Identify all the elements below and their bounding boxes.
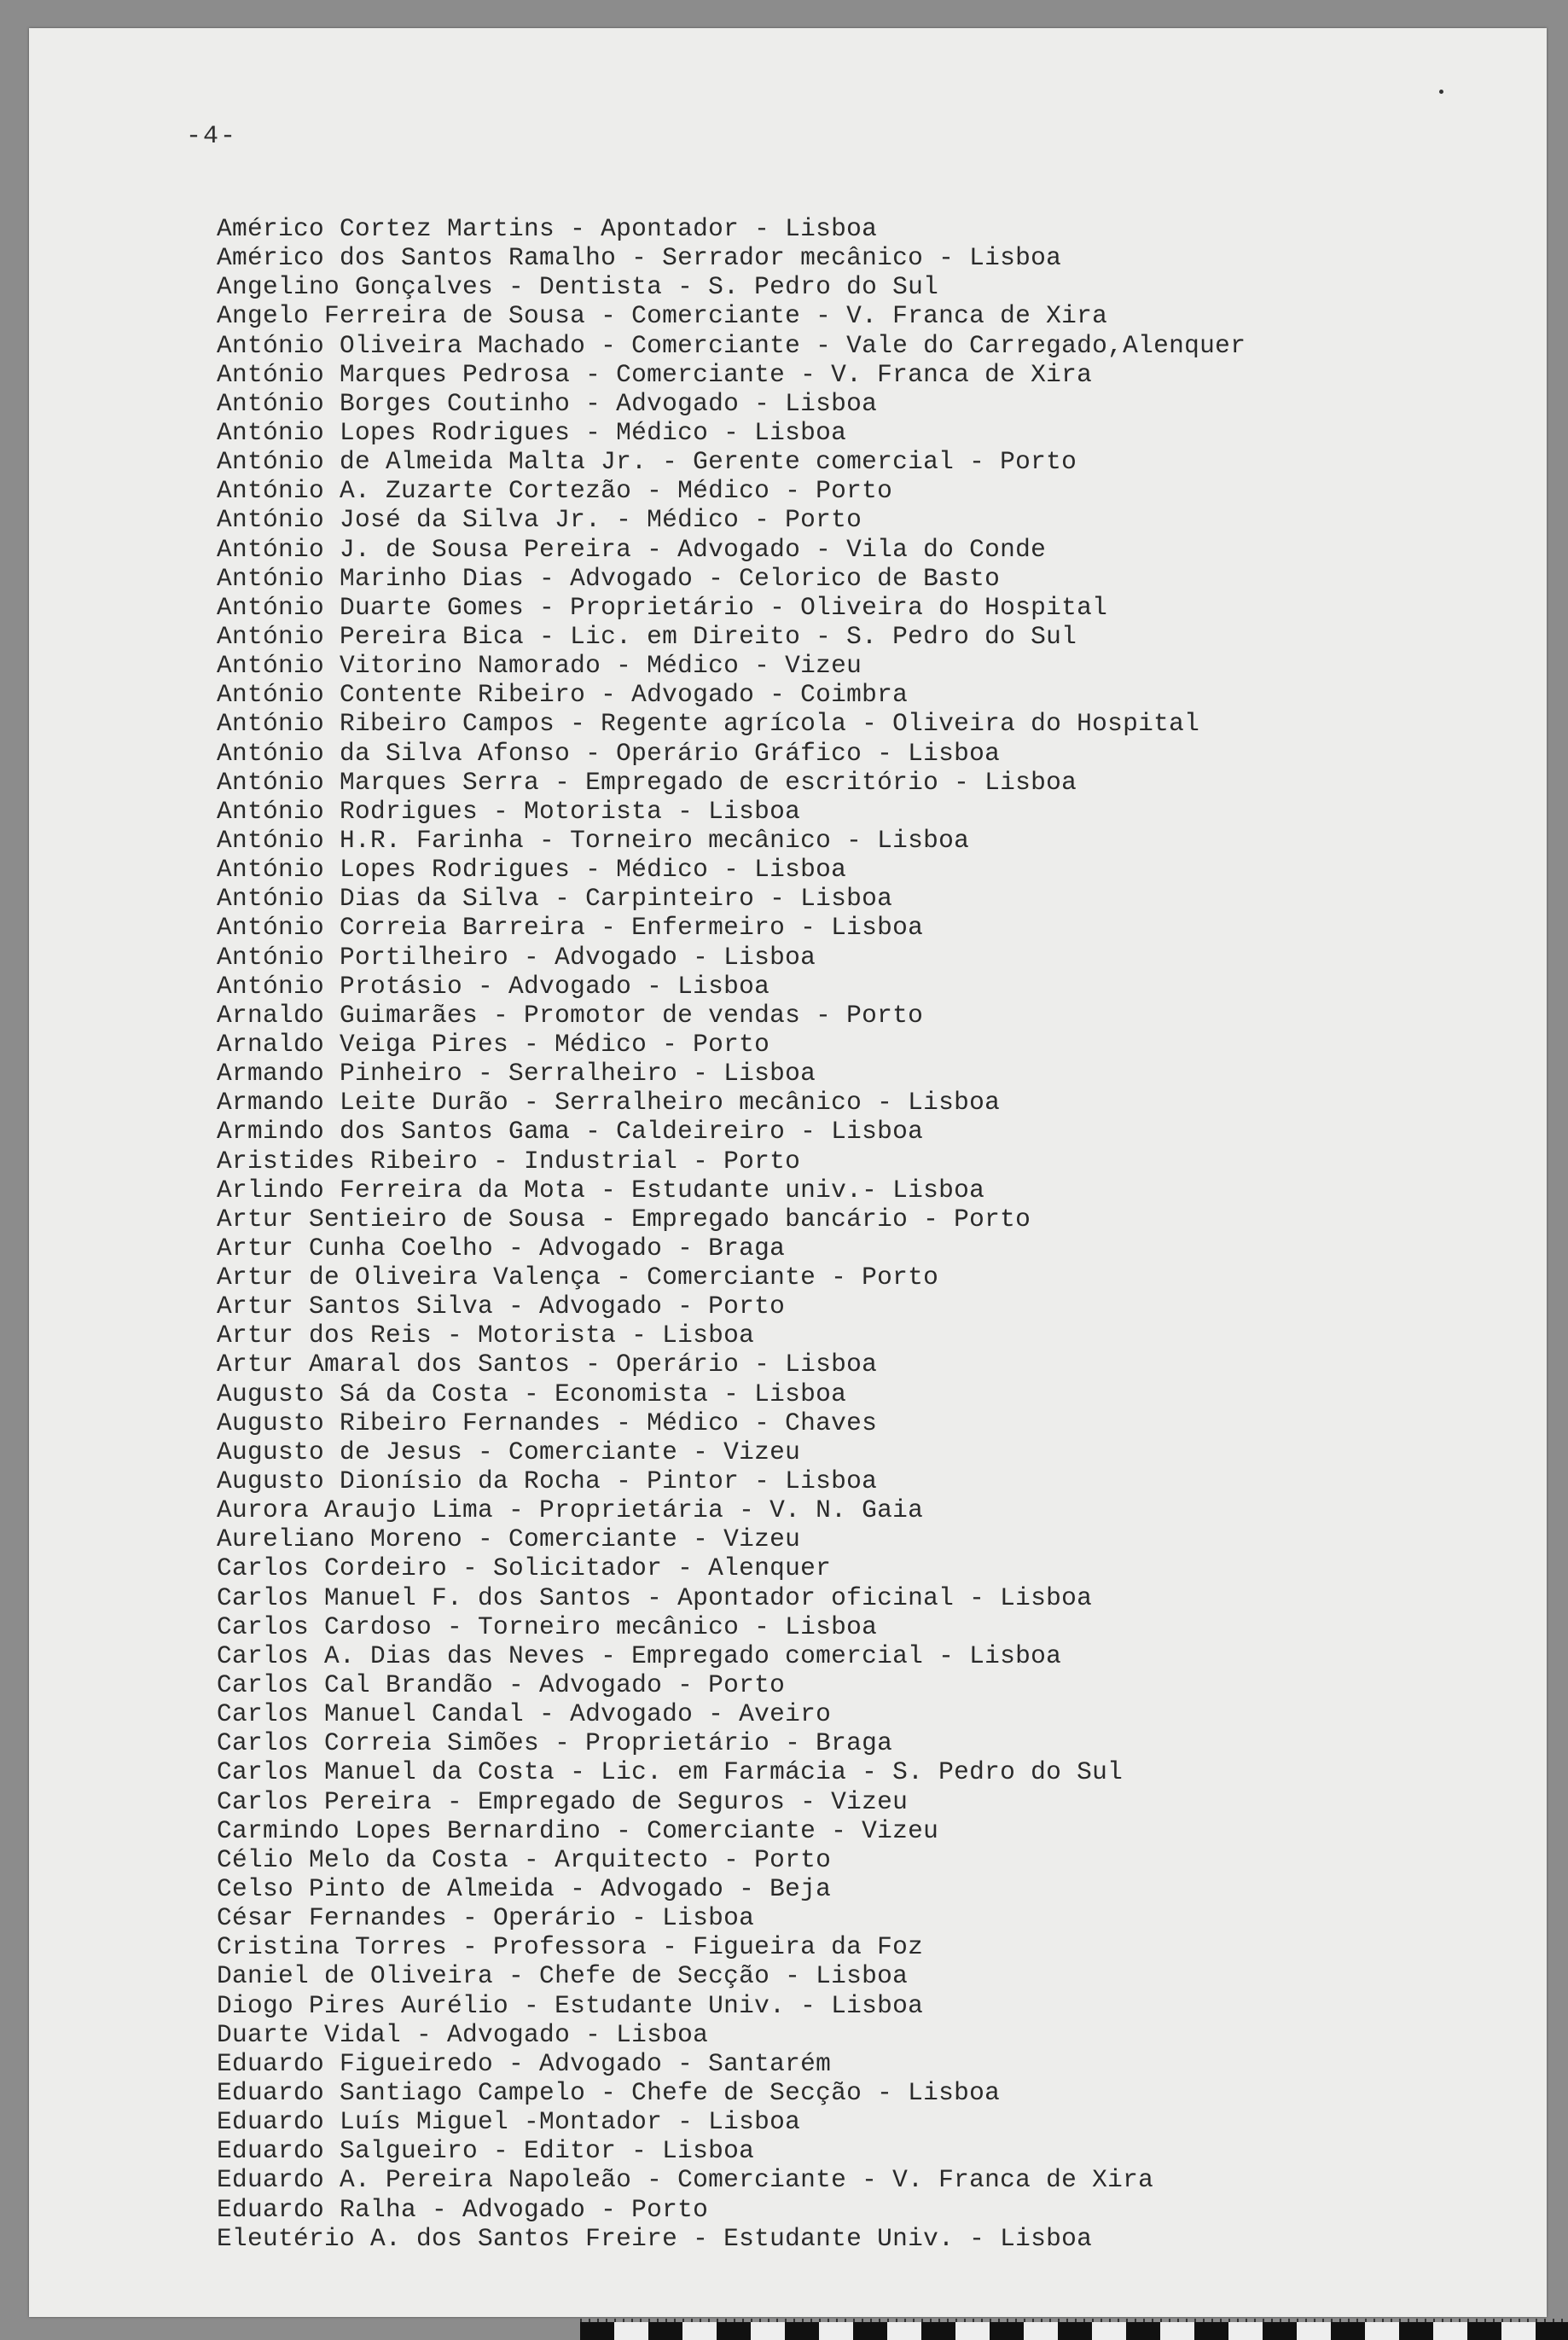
list-item: António Borges Coutinho - Advogado - Lisboa <box>217 388 878 418</box>
list-item: Carlos Pereira - Empregado de Seguros - Vizeu <box>217 1786 909 1816</box>
list-item: António Oliveira Machado - Comerciante - Vale do Carregado,Alenquer <box>217 330 1246 360</box>
list-item: Augusto Dionísio da Rocha - Pintor - Lisboa <box>217 1466 878 1496</box>
list-item: António Lopes Rodrigues - Médico - Lisboa <box>217 417 847 447</box>
list-item: António J. de Sousa Pereira - Advogado - Vila do Conde <box>217 534 1047 564</box>
list-item: Carlos Cordeiro - Solicitador - Alenquer <box>217 1553 832 1583</box>
list-item: Angelo Ferreira de Sousa - Comerciante - V. Franca de Xira <box>217 301 1108 331</box>
list-item: Carlos A. Dias das Neves - Empregado comercial - Lisboa <box>217 1640 1062 1670</box>
list-item: António Dias da Silva - Carpinteiro - Lisboa <box>217 884 893 914</box>
list-item: Armando Pinheiro - Serralheiro - Lisboa <box>217 1059 816 1089</box>
list-item: Arlindo Ferreira da Mota - Estudante univ.- Lisboa <box>217 1175 985 1205</box>
list-item: Celso Pinto de Almeida - Advogado - Beja <box>217 1874 832 1904</box>
list-item: António Marinho Dias - Advogado - Celorico de Basto <box>217 563 1001 593</box>
list-item: António A. Zuzarte Cortezão - Médico - Porto <box>217 476 893 506</box>
list-item: António Vitorino Namorado - Médico - Vizeu <box>217 651 862 681</box>
list-item: Artur dos Reis - Motorista - Lisboa <box>217 1321 755 1350</box>
list-item: Arnaldo Guimarães - Promotor de vendas - Porto <box>217 1000 924 1030</box>
list-item: António Lopes Rodrigues - Médico - Lisboa <box>217 855 847 885</box>
list-item: Artur Santos Silva - Advogado - Porto <box>217 1292 786 1321</box>
list-item: Diogo Pires Aurélio - Estudante Univ. - Lisboa <box>217 1990 924 2020</box>
list-item: António H.R. Farinha - Torneiro mecânico - Lisboa <box>217 825 970 855</box>
list-item: Artur Amaral dos Santos - Operário - Lisboa <box>217 1350 878 1379</box>
list-item: Américo Cortez Martins - Apontador - Lisboa <box>217 214 878 243</box>
entry-list <box>217 214 1496 2253</box>
list-item: Daniel de Oliveira - Chefe de Secção - Lisboa <box>217 1961 909 1991</box>
list-item: Célio Melo da Costa - Arquitecto - Porto <box>217 1844 832 1874</box>
list-item: António Protásio - Advogado - Lisboa <box>217 971 770 1001</box>
list-item: António José da Silva Jr. - Médico - Porto <box>217 505 862 535</box>
list-item: Augusto de Jesus - Comerciante - Vizeu <box>217 1437 801 1466</box>
paper-mark <box>1439 90 1443 94</box>
list-item: Aurora Araujo Lima - Proprietária - V. N. Gaia <box>217 1495 924 1525</box>
list-item: Angelino Gonçalves - Dentista - S. Pedro do Sul <box>217 272 939 302</box>
list-item: António Marques Pedrosa - Comerciante - V. Franca de Xira <box>217 359 1093 389</box>
list-item: Eduardo Figueiredo - Advogado - Santarém <box>217 2048 832 2078</box>
list-item: Armando Leite Durão - Serralheiro mecânico - Lisboa <box>217 1088 1001 1118</box>
list-item: Augusto Sá da Costa - Economista - Lisboa <box>217 1379 847 1408</box>
list-item: António da Silva Afonso - Operário Gráfico - Lisboa <box>217 738 1001 768</box>
list-item: Artur Sentieiro de Sousa - Empregado bancário - Porto <box>217 1204 1031 1234</box>
list-item: António Correia Barreira - Enfermeiro - Lisboa <box>217 913 924 943</box>
list-item: Eleutério A. dos Santos Freire - Estudante Univ. - Lisboa <box>217 2223 1093 2253</box>
list-item: Américo dos Santos Ramalho - Serrador mecânico - Lisboa <box>217 243 1062 273</box>
list-item: António Portilheiro - Advogado - Lisboa <box>217 942 816 972</box>
list-item: António Ribeiro Campos - Regente agrícola - Oliveira do Hospital <box>217 709 1200 739</box>
list-item: Aureliano Moreno - Comerciante - Vizeu <box>217 1524 801 1554</box>
list-item: Armindo dos Santos Gama - Caldeireiro - Lisboa <box>217 1117 924 1147</box>
list-item: Aristides Ribeiro - Industrial - Porto <box>217 1146 801 1176</box>
scale-ruler <box>580 2322 1568 2340</box>
list-item: Artur de Oliveira Valença - Comerciante - Porto <box>217 1263 939 1292</box>
list-item: Eduardo A. Pereira Napoleão - Comerciante - V. Franca de Xira <box>217 2165 1154 2195</box>
list-item: Carlos Correia Simões - Proprietário - Braga <box>217 1728 893 1758</box>
list-item: Augusto Ribeiro Fernandes - Médico - Chaves <box>217 1408 878 1437</box>
list-item: António Rodrigues - Motorista - Lisboa <box>217 796 801 826</box>
list-item: António de Almeida Malta Jr. - Gerente comercial - Porto <box>217 447 1077 477</box>
list-item: Carlos Manuel F. dos Santos - Apontador oficinal - Lisboa <box>217 1582 1093 1612</box>
page-number: -4- <box>186 122 238 151</box>
document-page <box>29 28 1547 2317</box>
list-item: António Contente Ribeiro - Advogado - Coimbra <box>217 680 909 710</box>
list-item: Artur Cunha Coelho - Advogado - Braga <box>217 1233 786 1263</box>
list-item: Carlos Cal Brandão - Advogado - Porto <box>217 1670 786 1700</box>
list-item: Carlos Cardoso - Torneiro mecânico - Lisboa <box>217 1611 878 1641</box>
list-item: Carmindo Lopes Bernardino - Comerciante - Vizeu <box>217 1815 939 1845</box>
list-item: António Duarte Gomes - Proprietário - Oliveira do Hospital <box>217 592 1108 622</box>
list-item: António Pereira Bica - Lic. em Direito - S. Pedro do Sul <box>217 621 1077 651</box>
list-item: Carlos Manuel Candal - Advogado - Aveiro <box>217 1699 832 1729</box>
list-item: Eduardo Luís Miguel -Montador - Lisboa <box>217 2107 801 2137</box>
list-item: César Fernandes - Operário - Lisboa <box>217 1903 755 1933</box>
list-item: Cristina Torres - Professora - Figueira da Foz <box>217 1932 924 1962</box>
list-item: Eduardo Salgueiro - Editor - Lisboa <box>217 2136 755 2166</box>
list-item: Arnaldo Veiga Pires - Médico - Porto <box>217 1029 770 1059</box>
list-item: Eduardo Ralha - Advogado - Porto <box>217 2194 709 2224</box>
list-item: António Marques Serra - Empregado de escritório - Lisboa <box>217 767 1077 797</box>
list-item: Eduardo Santiago Campelo - Chefe de Secção - Lisboa <box>217 2078 1001 2107</box>
list-item: Carlos Manuel da Costa - Lic. em Farmácia - S. Pedro do Sul <box>217 1757 1124 1787</box>
list-item: Duarte Vidal - Advogado - Lisboa <box>217 2019 709 2049</box>
